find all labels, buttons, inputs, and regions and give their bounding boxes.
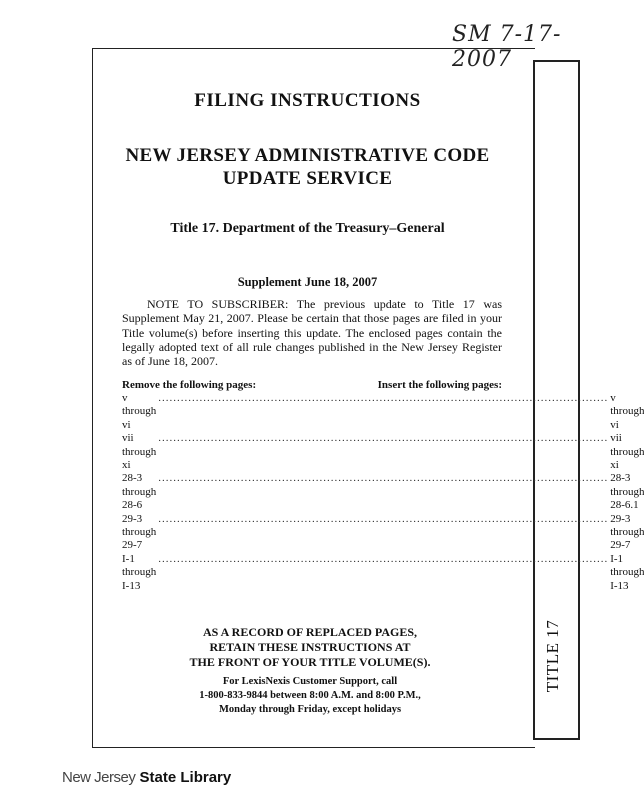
- handwritten-note: SM 7-17-2007: [452, 22, 562, 72]
- remove-header: Remove the following pages:: [122, 379, 257, 391]
- remove-pages: 28-3 through 28-6: [122, 472, 157, 512]
- insert-pages: vii through xi: [610, 432, 644, 472]
- table-row: [122, 392, 644, 432]
- insert-pages: I-1 through I-13: [610, 552, 644, 592]
- table-row: [122, 552, 644, 593]
- leader-dots: ........................................................................................................................: [158, 472, 609, 485]
- remove-pages: vii through xi: [122, 432, 157, 472]
- table-row: [122, 432, 644, 472]
- library-watermark: [62, 769, 231, 786]
- support-line: For LexisNexis Customer Support, call: [222, 676, 398, 687]
- page-replacement-table: [122, 378, 644, 593]
- customer-support-info: [165, 675, 455, 717]
- code-title-line-2: UPDATE SERVICE: [222, 168, 393, 189]
- record-line: RETAIN THESE INSTRUCTIONS AT: [209, 640, 411, 654]
- record-line: THE FRONT OF YOUR TITLE VOLUME(S).: [189, 655, 431, 669]
- title-line: Title 17. Department of the Treasury–General: [170, 221, 445, 236]
- insert-pages: v through vi: [610, 392, 644, 431]
- leader-dots: ........................................................................................................................: [158, 432, 609, 445]
- insert-header: Insert the following pages:: [377, 379, 502, 391]
- library-suffix: State Library: [139, 769, 232, 786]
- leader-dots: ........................................................................................................................: [158, 392, 609, 404]
- remove-pages: 29-3 through 29-7: [122, 512, 157, 552]
- page-heading: FILING INSTRUCTIONS: [194, 90, 421, 111]
- insert-pages: 29-3 through 29-7: [610, 512, 644, 552]
- library-prefix: New Jersey: [62, 769, 136, 786]
- table-row: [122, 512, 644, 553]
- tab-border-bottom: [535, 738, 579, 740]
- leader-dots: ........................................................................................................................: [158, 552, 609, 565]
- record-line: AS A RECORD OF REPLACED PAGES,: [202, 625, 418, 639]
- leader-dots: ........................................................................................................................: [158, 512, 609, 525]
- remove-pages: v through vi: [122, 392, 157, 431]
- subscriber-note: NOTE TO SUBSCRIBER: The previous update to Title 17 was Supplement May 21, 2007. Please be certain that those pages are filed in your Title volume(s) before inserting this update. The enclosed pages contain the legally adopted text of all rule changes published in the New Jersey Register as of June 18, 2007.: [122, 297, 502, 369]
- tab-border-top: [535, 60, 579, 62]
- record-instructions: [165, 625, 455, 670]
- supplement-date: Supplement June 18, 2007: [237, 275, 378, 289]
- title-tab-label: TITLE 17: [543, 619, 562, 693]
- support-line: 1-800-833-9844 between 8:00 A.M. and 8:00 P.M.,: [199, 690, 421, 701]
- table-row: [122, 472, 644, 512]
- insert-pages: 28-3 through 28-6.1: [610, 472, 644, 512]
- table-header: [122, 378, 502, 392]
- support-line: Monday through Friday, except holidays: [218, 704, 402, 715]
- code-title-line-1: NEW JERSEY ADMINISTRATIVE CODE: [125, 145, 490, 166]
- remove-pages: I-1 through I-13: [122, 552, 157, 592]
